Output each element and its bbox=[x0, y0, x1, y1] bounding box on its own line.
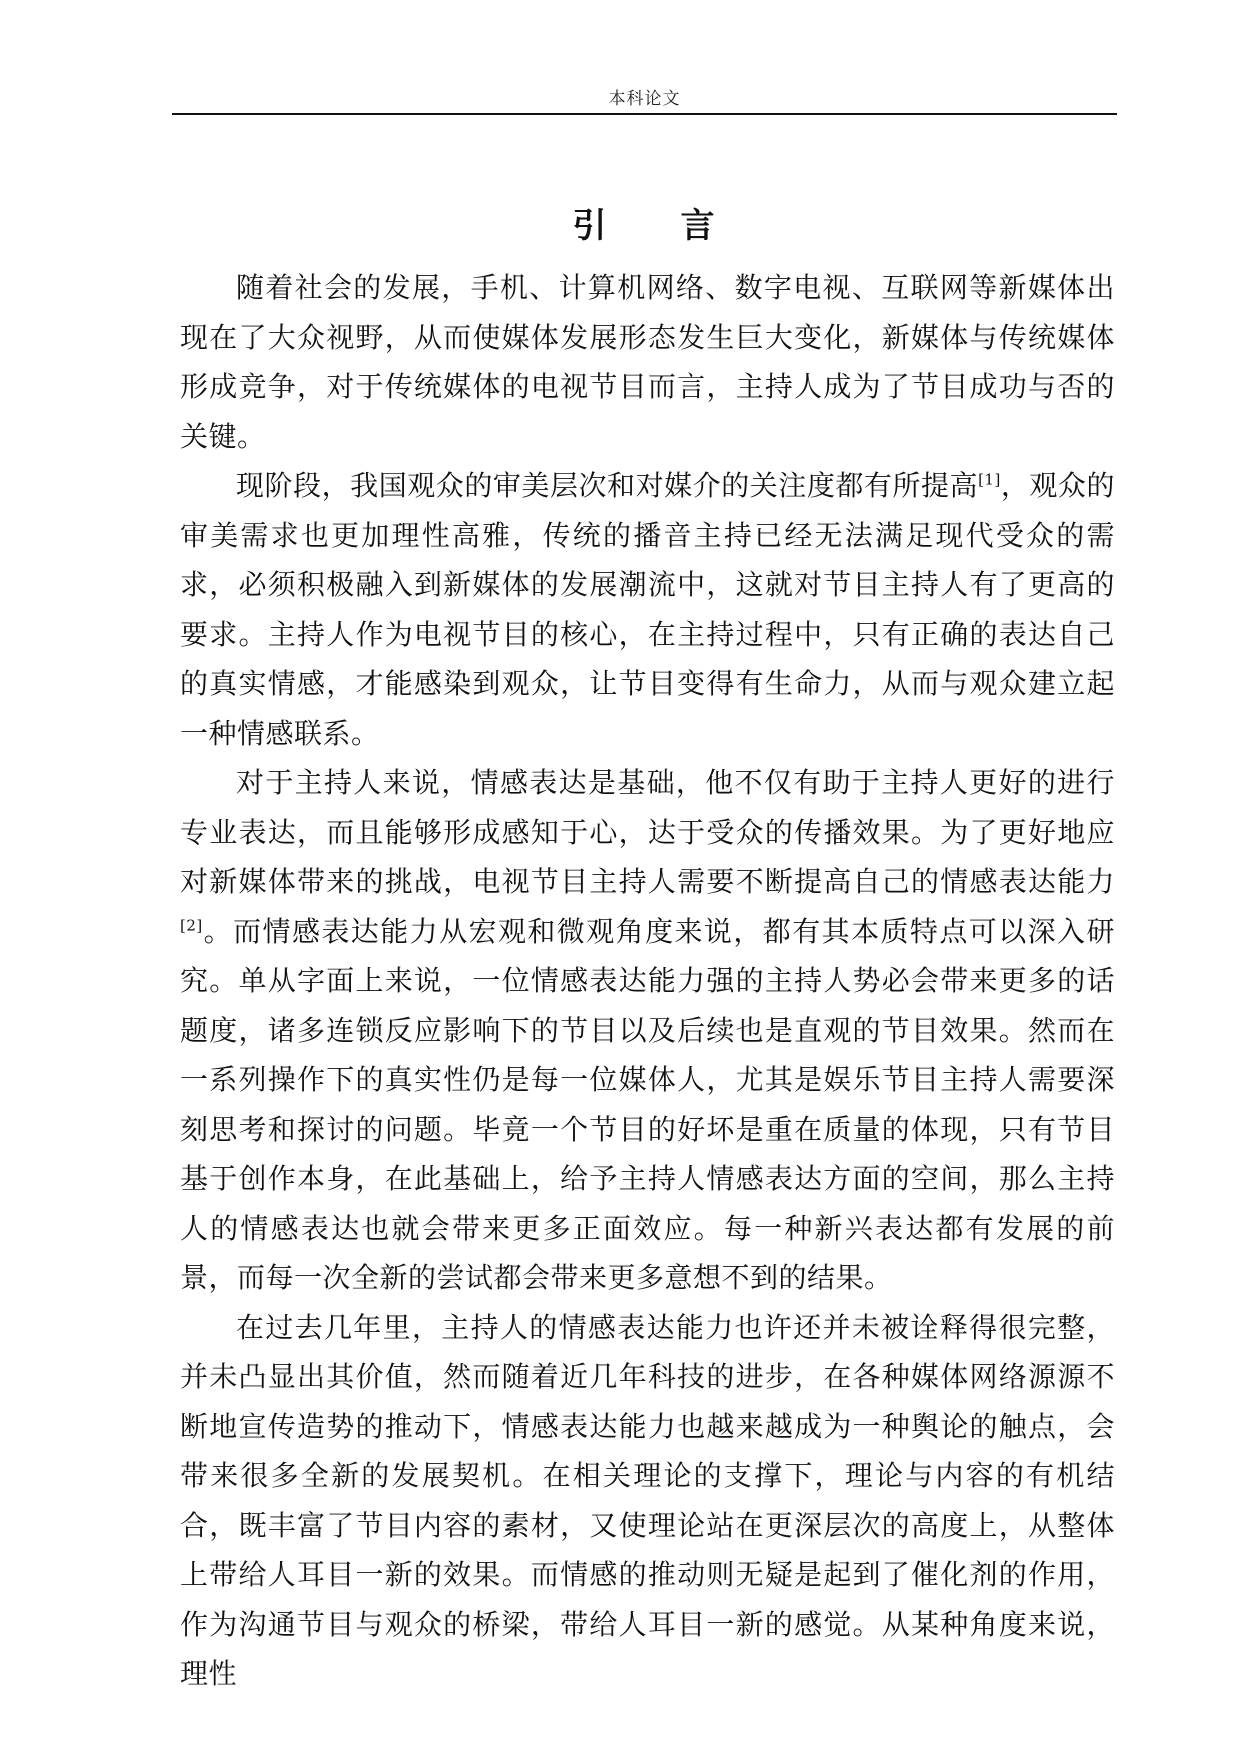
running-header: 本科论文 bbox=[608, 89, 681, 109]
page-title-char-1: 引 bbox=[572, 205, 609, 246]
citation-ref-1: [1] bbox=[978, 470, 1001, 489]
paragraph-2-text-a: 现阶段，我国观众的审美层次和对媒介的关注度都有所提高 bbox=[236, 469, 979, 502]
paragraph-1: 随着社会的发展，手机、计算机网络、数字电视、互联网等新媒体出现在了大众视野，从而使媒体发展形态发生巨大变化，新媒体与传统媒体形成竞争，对于传统媒体的电视节目而言，主持人成为了节目成功与否的关键。 bbox=[180, 271, 1115, 453]
paragraph-3 bbox=[180, 758, 1115, 1303]
page-title bbox=[172, 203, 1117, 249]
paragraph-2-text-b: ，观众的审美需求也更加理性高雅，传统的播音主持已经无法满足现代受众的需求，必须积极融入到新媒体的发展潮流中，这就对节目主持人有了更高的要求。主持人作为电视节目的核心，在主持过程中，只有正确的表达自己的真实情感，才能感染到观众，让节目变得有生命力，从而与观众建立起一种情感联系。 bbox=[180, 469, 1115, 750]
paragraph-3-text-b: 。而情感表达能力从宏观和微观角度来说，都有其本质特点可以深入研究。单从字面上来说，一位情感表达能力强的主持人势必会带来更多的话题度，诸多连锁反应影响下的节目以及后续也是直观的节目效果。然而在一系列操作下的真实性仍是每一位媒体人，尤其是娱乐节目主持人需要深刻思考和探讨的问题。毕竟一个节目的好坏是重在质量的体现，只有节目基于创作本身，在此基础上，给予主持人情感表达方面的空间，那么主持人的情感表达也就会带来更多正面效应。每一种新兴表达都有发展的前景，而每一次全新的尝试都会带来更多意想不到的结果。 bbox=[180, 914, 1115, 1294]
citation-ref-2: [2] bbox=[180, 916, 203, 935]
paragraph-2 bbox=[180, 461, 1115, 758]
page-title-char-2: 言 bbox=[680, 205, 717, 246]
paragraph-3-text-a: 对于主持人来说，情感表达是基础，他不仅有助于主持人更好的进行专业表达，而且能够形成感知于心，达于受众的传播效果。为了更好地应对新媒体带来的挑战，电视节目主持人需要不断提高自己的情感表达能力 bbox=[180, 766, 1115, 898]
header-rule bbox=[172, 113, 1117, 115]
body-text bbox=[180, 263, 1115, 1699]
paragraph-4: 在过去几年里，主持人的情感表达能力也许还并未被诠释得很完整，并未凸显出其价值，然而随着近几年科技的进步，在各种媒体网络源源不断地宣传造势的推动下，情感表达能力也越来越成为一种舆论的触点，会带来很多全新的发展契机。在相关理论的支撑下，理论与内容的有机结合，既丰富了节目内容的素材，又使理论站在更深层次的高度上，从整体上带给人耳目一新的效果。而情感的推动则无疑是起到了催化剂的作用，作为沟通节目与观众的桥梁，带给人耳目一新的感觉。从某种角度来说，理性 bbox=[180, 1310, 1115, 1690]
